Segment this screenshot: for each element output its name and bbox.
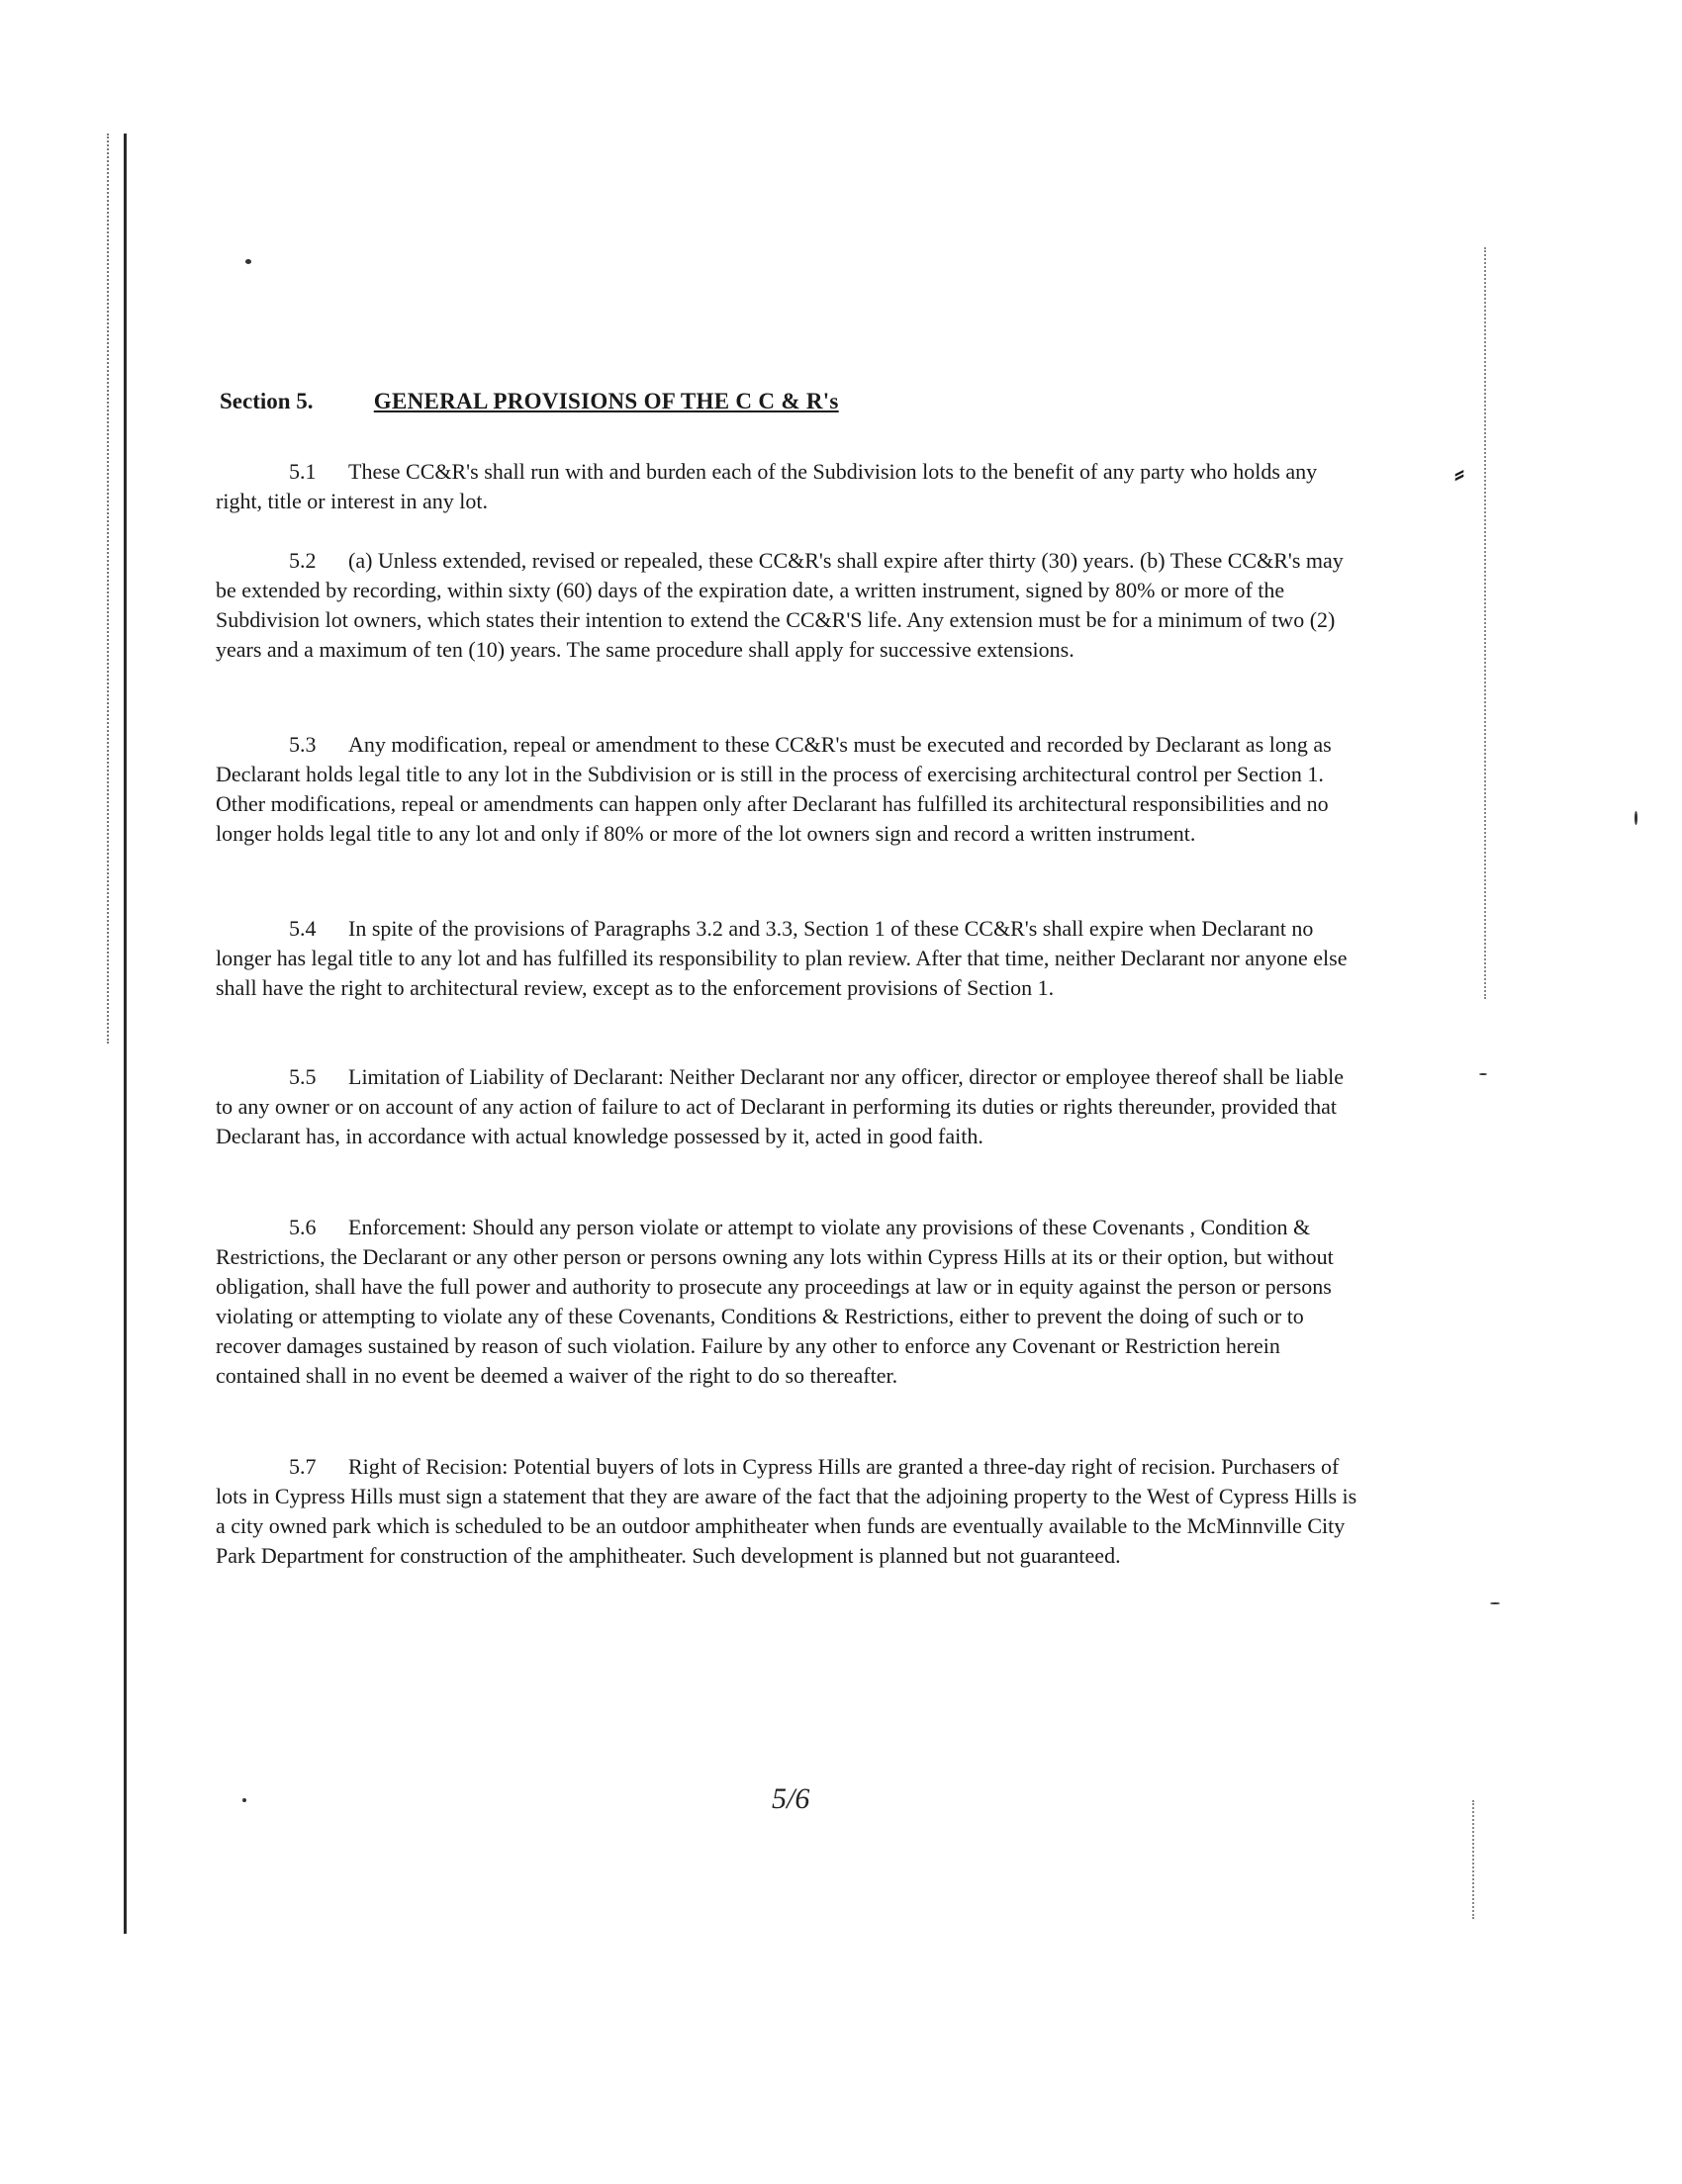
paragraph-text: Enforcement: Should any person violate or attempt to violate any provisions of these Covenants , Condition & Restrictions, the Declarant or any other person or persons owning any lots within Cypress Hills at its or their option, but without obligation, shall have the full power and authority to prosecute any proceedings at law or in equity against the person or persons violating or attempting to violate any of these Covenants, Conditions & Restrictions, either to prevent the doing of such or to recover damages sustained by reason of such violation. Failure by any other to enforce any Covenant or Restriction herein contained shall in no event be deemed a waiver of the right to do so thereafter.: [216, 1215, 1334, 1388]
paragraph-5-3: [216, 730, 1363, 849]
paragraph-number: 5.2: [289, 548, 317, 573]
paragraph-number: 5.3: [289, 732, 317, 757]
scan-speck: [1479, 1073, 1487, 1075]
scan-dotted-line: [107, 134, 110, 1044]
scan-speck: [242, 1798, 246, 1802]
paragraph-5-4: [216, 914, 1363, 1003]
scan-dotted-line-right-lower: [1472, 1800, 1475, 1919]
paragraph-5-6: [216, 1213, 1363, 1391]
paragraph-5-7: [216, 1452, 1363, 1571]
paragraph-text: In spite of the provisions of Paragraphs 3.2 and 3.3, Section 1 of these CC&R's shall expire when Declarant no longer has legal title to any lot and has fulfilled its responsibility to plan review. After that time, neither Declarant nor anyone else shall have the right to architectural review, except as to the enforcement provisions of Section 1.: [216, 916, 1348, 1000]
paragraph-5-1: [216, 457, 1363, 516]
scan-speck: [1635, 811, 1637, 825]
paragraph-text: Any modification, repeal or amendment to these CC&R's must be executed and recorded by Declarant as long as Declarant holds legal title to any lot in the Subdivision or is still in the process of exercising architectural control per Section 1. Other modifications, repeal or amendments can happen only after Declarant has fulfilled its architectural responsibilities and no longer holds legal title to any lot and only if 80% or more of the lot owners sign and record a written instrument.: [216, 732, 1332, 846]
paragraph-number: 5.4: [289, 916, 317, 941]
paragraph-number: 5.7: [289, 1454, 317, 1479]
scan-dotted-line-right: [1484, 247, 1487, 999]
scan-speck: [1490, 1602, 1500, 1604]
scan-edge-line: [124, 134, 127, 1934]
paragraph-5-5: [216, 1062, 1363, 1151]
paragraph-text: These CC&R's shall run with and burden each of the Subdivision lots to the benefit of any party who holds any right, title or interest in any lot.: [216, 459, 1318, 513]
paragraph-text: (a) Unless extended, revised or repealed, these CC&R's shall expire after thirty (30) years. (b) These CC&R's may be extended by recording, within sixty (60) days of the expiration date, a written instrument, signed by 80% or more of the Subdivision lot owners, which states their intention to extend the CC&R'S life. Any extension must be for a minimum of two (2) years and a maximum of ten (10) years. The same procedure shall apply for successive extensions.: [216, 548, 1344, 662]
section-heading: [220, 389, 1407, 414]
handwritten-page-number: 5/6: [772, 1782, 810, 1815]
scan-speck: [245, 259, 251, 264]
paragraph-text: Right of Recision: Potential buyers of lots in Cypress Hills are granted a three-day right of recision. Purchasers of lots in Cypress Hills must sign a statement that they are aware of the fact that the adjoining property to the West of Cypress Hills is a city owned park which is scheduled to be an outdoor amphitheater when funds are eventually available to the McMinnville City Park Department for construction of the amphitheater. Such development is planned but not guaranteed.: [216, 1454, 1357, 1568]
paragraph-number: 5.5: [289, 1064, 317, 1089]
paragraph-number: 5.6: [289, 1215, 317, 1239]
margin-handwritten-mark: ⸗: [1454, 457, 1464, 490]
paragraph-number: 5.1: [289, 459, 317, 484]
section-title: GENERAL PROVISIONS OF THE C C & R's: [373, 389, 839, 413]
paragraph-text: Limitation of Liability of Declarant: Neither Declarant nor any officer, director or employee thereof shall be liable to any owner or on account of any action of failure to act of Declarant in performing its duties or rights thereunder, provided that Declarant has, in accordance with actual knowledge possessed by it, acted in good faith.: [216, 1064, 1345, 1148]
paragraph-5-2: [216, 546, 1363, 665]
section-label: Section 5.: [220, 389, 314, 413]
